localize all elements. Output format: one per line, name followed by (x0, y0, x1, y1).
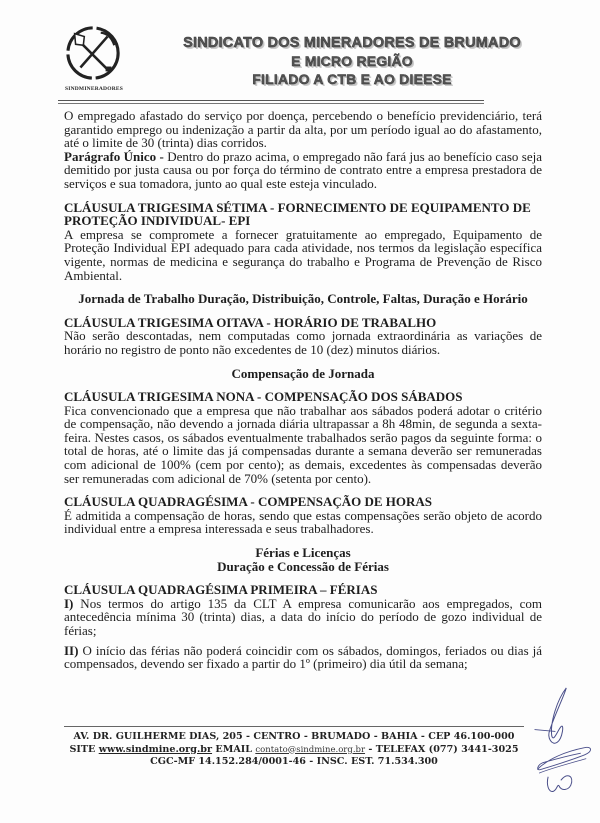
clause-38-text: Não serão descontadas, nem computadas como jornada extraordinária as variações de horário no registro de ponto não excedentes de 10 (dez) minutos diários. (64, 328, 542, 357)
footer-registration: CGC-MF 14.152.284/0001-46 - INSC. EST. 71.534.300 (150, 756, 438, 767)
letterhead-line-3: FILIADO A CTB E AO DIEESE (252, 71, 452, 87)
letterhead-line-2: E MICRO REGIÃO (291, 53, 413, 69)
logo-caption: SINDMINERADORES (64, 86, 123, 92)
clause-41-item-1 (64, 597, 542, 638)
site-link[interactable]: www.sindmine.org.br (98, 743, 213, 755)
paragrafo-unico (64, 150, 542, 191)
telefax: - TELEFAX (077) 3441-3025 (365, 743, 519, 755)
clause-40-text: É admitida a compensação de horas, sendo que estas compensações serão objeto de acordo individual entre a empresa interessada e seus trabalhadores. (64, 507, 542, 537)
clause-41-item-1-label: I) (64, 595, 74, 611)
clause-38-heading: CLÁUSULA TRIGESIMA OITAVA - HORÁRIO DE TRABALHO (64, 314, 437, 330)
footer-address: AV. DR. GUILHERME DIAS, 205 - CENTRO - BRUMADO - BAHIA - CEP 46.100-000 (73, 731, 515, 742)
section-title-jornada: Jornada de Trabalho Duração, Distribuição, Controle, Faltas, Duração e Horário (78, 291, 528, 307)
intro-paragraph: O empregado afastado do serviço por doença, percebendo o benefício previdenciário, terá garantido emprego ou indenização a partir da alta, por um período igual ao do afastamento, até o limite de 30 (trinta) dias corridos. (64, 108, 542, 151)
email-link[interactable]: contato@sindmine.org.br (255, 744, 366, 755)
clause-37-heading: CLÁUSULA TRIGESIMA SÉTIMA - FORNECIMENTO DE EQUIPAMENTO DE PROTEÇÃO INDIVIDUAL- EPI (64, 199, 531, 229)
clause-41-item-2-label: II) (64, 642, 79, 658)
section-title-compensacao: Compensação de Jornada (231, 365, 375, 381)
letterhead-line-1: SINDICATO DOS MINERADORES DE BRUMADO (183, 35, 521, 51)
header-divider (58, 100, 484, 101)
union-logo-icon (64, 24, 122, 82)
clause-41-item-1-text: Nos termos do artigo 135 da CLT A empresa comunicarão aos empregados, com antecedência mínima 30 (trinta) dias, a data do início do período de gozo individual de férias; (64, 595, 542, 638)
email-label: EMAIL (212, 743, 256, 755)
clause-41-item-2-text: O início das férias não poderá coincidir com os sábados, domingos, feriados ou dias já compensados, devendo ser fixado a partir do 1º (primeiro) dia útil da semana; (64, 642, 542, 672)
document-body (64, 109, 542, 671)
clause-40-heading: CLÁUSULA QUADRAGÉSIMA - COMPENSAÇÃO DE HORAS (64, 494, 433, 510)
section-subtitle-ferias: Duração e Concessão de Férias (217, 558, 389, 574)
paragrafo-unico-label: Parágrafo Único - (64, 148, 164, 164)
clause-39-heading: CLÁUSULA TRIGESIMA NONA - COMPENSAÇÃO DOS SÁBADOS (64, 389, 463, 405)
footer-divider (64, 726, 524, 727)
footer-contact (60, 744, 528, 757)
clause-39-text: Fica convencionado que a empresa que não trabalhar aos sábados poderá adotar o critério de compensação, não devendo a jornada diária ultrapassar a 8h 48min, de segunda a sexta-feira. Nestes casos, os sábados eventualmente trabalhados serão pagos da seguinte forma: o total de horas, até o limite das já compensadas durante a semana deverão ser remuneradas com adicional de 100% (cem por cento); as demais, excedentes às compensadas deverão ser remuneradas com adicional de 70% (setenta por cento). (64, 402, 542, 486)
letterhead-footer (60, 731, 528, 769)
handwritten-signature-icon (530, 680, 598, 810)
clause-41-heading: CLÁUSULA QUADRAGÉSIMA PRIMEIRA – FÉRIAS (64, 582, 378, 598)
section-title-ferias: Férias e Licenças (255, 545, 351, 561)
clause-41-item-2 (64, 644, 542, 671)
clause-37-text: A empresa se compromete a fornecer gratuitamente ao empregado, Equipamento de Proteção Individual EPI adequado para cada atividade, nos termos da legislação específica vigente, normas de medicina e segurança do trabalho e Programa de Prevenção de Risco Ambiental. (64, 226, 542, 283)
header-divider-secondary (58, 103, 484, 104)
letterhead-title (128, 34, 576, 88)
paragrafo-unico-text: Dentro do prazo acima, o empregado não fará jus ao benefício caso seja demitido por justa causa ou por força do término de contrato entre a empresa prestadora de serviços e sua tomadora, junto ao qual este esteja vinculado. (64, 148, 542, 191)
site-label: SITE (69, 743, 99, 755)
